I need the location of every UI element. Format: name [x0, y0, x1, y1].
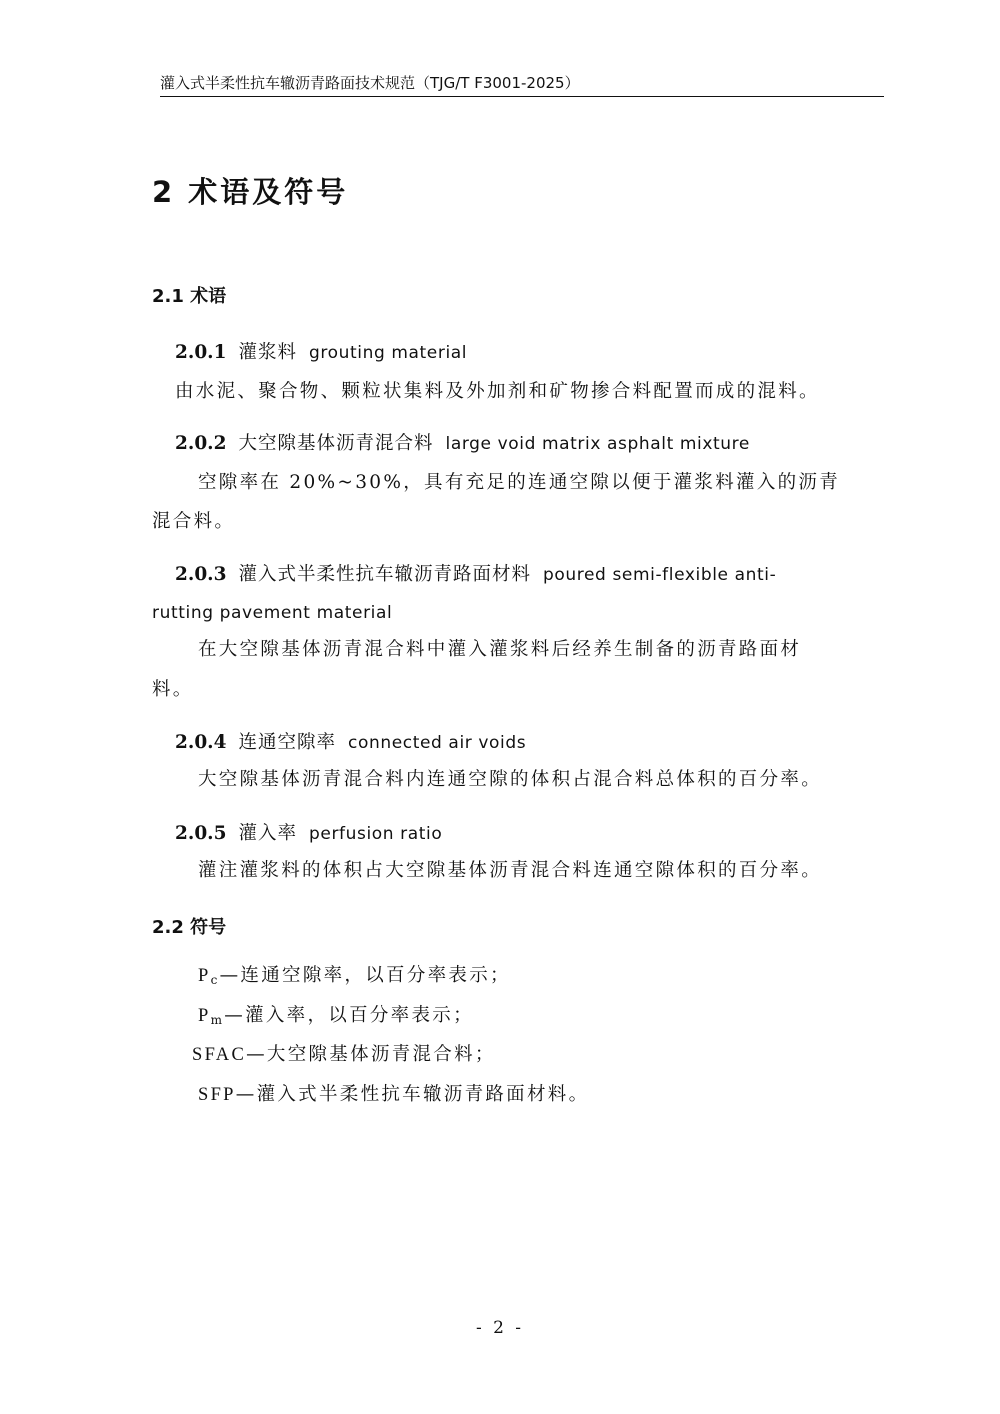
- term-heading: [175, 341, 467, 365]
- term-chinese: 灌入式半柔性抗车辙沥青路面材料: [238, 564, 532, 585]
- term-chinese: 灌入率: [238, 823, 298, 844]
- term-definition: 大空隙基体沥青混合料内连通空隙的体积占混合料总体积的百分率。: [198, 769, 823, 790]
- term-number: 2.0.4: [175, 732, 227, 753]
- term-heading: [175, 822, 442, 846]
- symbol-item: [192, 1043, 496, 1067]
- symbol-item: [198, 1004, 474, 1029]
- term-english: large void matrix asphalt mixture: [445, 434, 750, 454]
- term-heading: [175, 563, 776, 587]
- term-english: poured semi-flexible anti-: [543, 565, 777, 585]
- term-number: 2.0.2: [175, 433, 227, 454]
- term-definition: 空隙率在 20%~30%，具有充足的连通空隙以便于灌浆料灌入的沥青: [198, 472, 841, 493]
- term-english: grouting material: [309, 343, 468, 363]
- term-number: 2.0.3: [175, 564, 227, 585]
- term-chinese: 连通空隙率: [238, 732, 337, 753]
- symbol-description: —大空隙基体沥青混合料；: [246, 1044, 496, 1065]
- symbol-description: —灌入率，以百分率表示；: [224, 1005, 474, 1026]
- symbol-item: [198, 964, 511, 989]
- symbol-label: SFP: [198, 1085, 236, 1105]
- term-definition: 由水泥、聚合物、颗粒状集料及外加剂和矿物掺合料配置而成的混料。: [175, 381, 820, 402]
- term-definition: 在大空隙基体沥青混合料中灌入灌浆料后经养生制备的沥青路面材: [198, 639, 802, 660]
- term-english: rutting pavement material: [152, 603, 393, 623]
- term-english: perfusion ratio: [309, 824, 443, 844]
- header-title: 灌入式半柔性抗车辙沥青路面技术规范（TJG/T F3001-2025）: [160, 74, 580, 92]
- term-definition-continued: 料。: [152, 679, 194, 700]
- term-definition: 灌注灌浆料的体积占大空隙基体沥青混合料连通空隙体积的百分率。: [198, 860, 823, 881]
- symbol-description: —灌入式半柔性抗车辙沥青路面材料。: [235, 1084, 590, 1105]
- term-heading: [175, 432, 750, 456]
- term-chinese: 灌浆料: [238, 342, 298, 363]
- chapter-title: 2 术语及符号: [152, 175, 349, 209]
- term-number: 2.0.1: [175, 342, 227, 363]
- symbol-label: SFAC: [192, 1045, 247, 1065]
- symbol-label: P: [198, 1006, 211, 1026]
- symbol-subscript: c: [210, 973, 220, 987]
- page-number: - 2 -: [475, 1318, 525, 1338]
- symbol-item: [198, 1083, 589, 1107]
- term-definition-continued: 混合料。: [152, 511, 236, 532]
- symbol-label: P: [198, 966, 211, 986]
- term-chinese: 大空隙基体沥青混合料: [238, 433, 434, 454]
- symbol-subscript: m: [210, 1013, 225, 1027]
- term-heading: [175, 731, 526, 755]
- term-english: connected air voids: [348, 733, 527, 753]
- running-header: [160, 72, 884, 97]
- section-title-symbols: 2.2 符号: [152, 917, 227, 938]
- symbol-description: —连通空隙率，以百分率表示；: [219, 965, 511, 986]
- section-title-terms: 2.1 术语: [152, 286, 227, 307]
- term-number: 2.0.5: [175, 823, 227, 844]
- term-english-continued: [152, 601, 392, 625]
